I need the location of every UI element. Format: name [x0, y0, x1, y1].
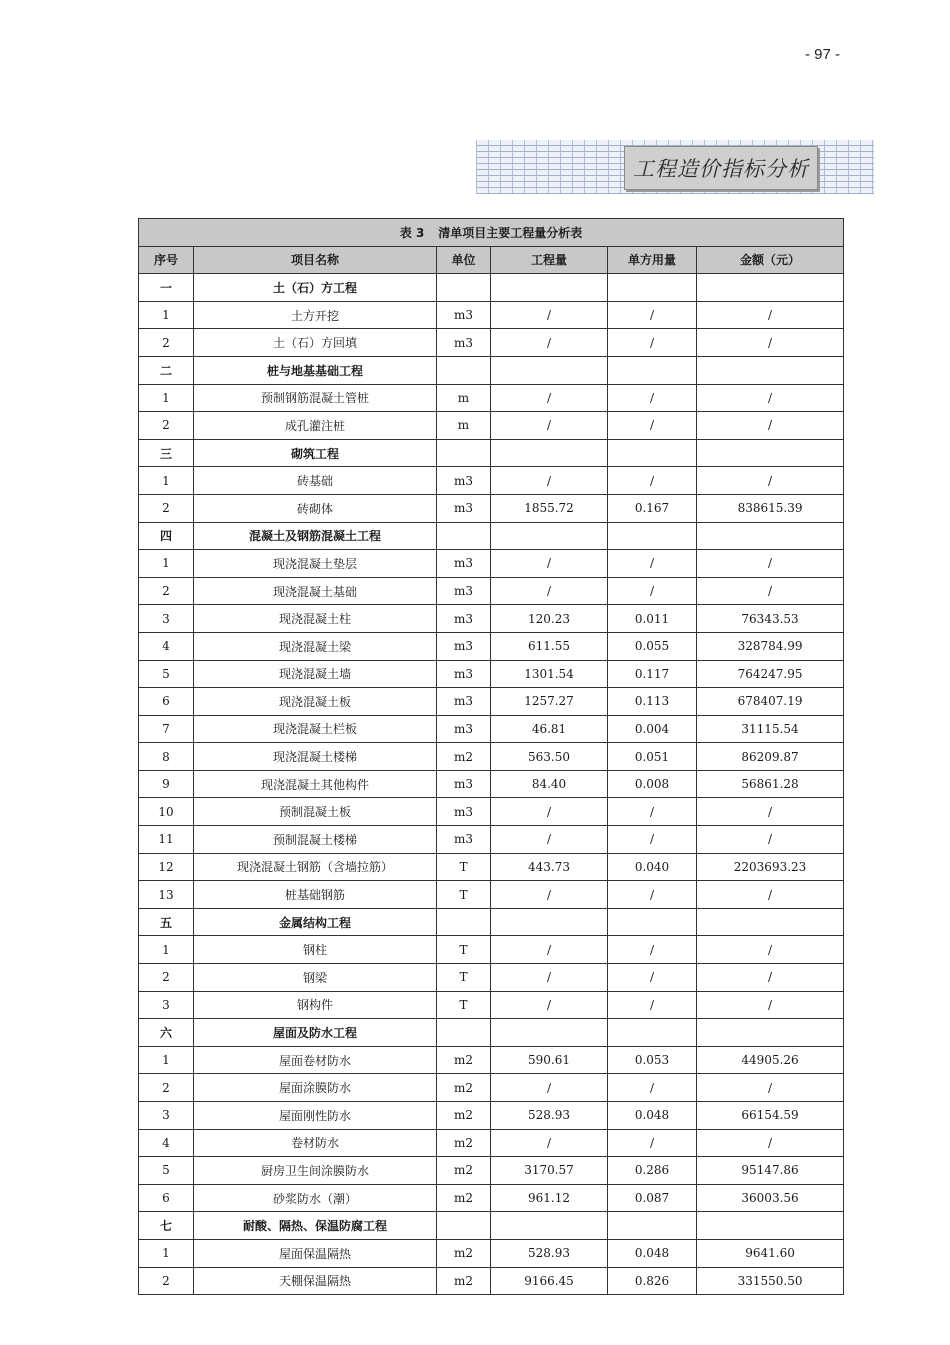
table-row	[139, 688, 844, 716]
row-per-sqm: /	[608, 881, 697, 909]
row-quantity: /	[491, 467, 608, 495]
empty-cell	[608, 908, 697, 936]
row-per-sqm: 0.053	[608, 1046, 697, 1074]
row-seq: 2	[139, 494, 194, 522]
table-row	[139, 467, 844, 495]
row-quantity: /	[491, 301, 608, 329]
row-seq: 3	[139, 605, 194, 633]
row-unit: m3	[437, 826, 491, 854]
row-per-sqm: /	[608, 964, 697, 992]
empty-cell	[437, 1212, 491, 1240]
row-quantity: /	[491, 384, 608, 412]
row-per-sqm: /	[608, 412, 697, 440]
row-per-sqm: 0.040	[608, 853, 697, 881]
empty-cell	[491, 356, 608, 384]
row-name: 砂浆防水（潮）	[194, 1184, 437, 1212]
empty-cell	[437, 356, 491, 384]
row-unit: T	[437, 964, 491, 992]
section-row	[139, 274, 844, 302]
section-seq: 三	[139, 439, 194, 467]
table-row	[139, 826, 844, 854]
section-title: 混凝土及钢筋混凝土工程	[194, 522, 437, 550]
table-row	[139, 881, 844, 909]
row-per-sqm: /	[608, 1074, 697, 1102]
table-header-row	[139, 246, 844, 274]
row-quantity: 1301.54	[491, 660, 608, 688]
row-name: 桩基础钢筋	[194, 881, 437, 909]
table-body	[139, 274, 844, 1295]
table-row	[139, 1046, 844, 1074]
table-row	[139, 1267, 844, 1295]
row-unit: m3	[437, 577, 491, 605]
row-seq: 1	[139, 550, 194, 578]
row-unit: m2	[437, 1102, 491, 1130]
row-amount: 95147.86	[697, 1157, 844, 1185]
row-name: 屋面刚性防水	[194, 1102, 437, 1130]
row-amount: 838615.39	[697, 494, 844, 522]
row-quantity: /	[491, 329, 608, 357]
row-seq: 1	[139, 1239, 194, 1267]
row-name: 钢柱	[194, 936, 437, 964]
section-title: 砌筑工程	[194, 439, 437, 467]
row-name: 天棚保温隔热	[194, 1267, 437, 1295]
empty-cell	[491, 908, 608, 936]
row-unit: m2	[437, 1157, 491, 1185]
row-seq: 5	[139, 660, 194, 688]
table-row	[139, 384, 844, 412]
row-seq: 4	[139, 1129, 194, 1157]
row-unit: m2	[437, 1046, 491, 1074]
row-unit: m2	[437, 1239, 491, 1267]
row-unit: T	[437, 881, 491, 909]
row-per-sqm: /	[608, 991, 697, 1019]
row-amount: 9641.60	[697, 1239, 844, 1267]
row-per-sqm: 0.826	[608, 1267, 697, 1295]
row-unit: m2	[437, 1267, 491, 1295]
row-name: 现浇混凝土垫层	[194, 550, 437, 578]
row-name: 钢构件	[194, 991, 437, 1019]
header-unit: 单位	[437, 246, 491, 274]
row-amount: 331550.50	[697, 1267, 844, 1295]
row-seq: 13	[139, 881, 194, 909]
row-unit: T	[437, 936, 491, 964]
row-quantity: /	[491, 936, 608, 964]
table-row	[139, 991, 844, 1019]
row-unit: m2	[437, 1074, 491, 1102]
table-row	[139, 1184, 844, 1212]
row-name: 土方开挖	[194, 301, 437, 329]
row-quantity: 563.50	[491, 743, 608, 771]
table-row	[139, 936, 844, 964]
row-unit: m3	[437, 494, 491, 522]
empty-cell	[608, 1212, 697, 1240]
section-row	[139, 356, 844, 384]
row-amount: /	[697, 384, 844, 412]
table-row	[139, 605, 844, 633]
row-name: 现浇混凝土其他构件	[194, 770, 437, 798]
header-seq: 序号	[139, 246, 194, 274]
row-seq: 1	[139, 936, 194, 964]
row-seq: 1	[139, 467, 194, 495]
empty-cell	[437, 522, 491, 550]
row-amount: 76343.53	[697, 605, 844, 633]
table-row	[139, 1157, 844, 1185]
row-name: 现浇混凝土板	[194, 688, 437, 716]
row-name: 现浇混凝土栏板	[194, 715, 437, 743]
section-seq: 五	[139, 908, 194, 936]
row-per-sqm: 0.087	[608, 1184, 697, 1212]
row-per-sqm: 0.167	[608, 494, 697, 522]
row-name: 预制混凝土楼梯	[194, 826, 437, 854]
table-row	[139, 301, 844, 329]
empty-cell	[697, 439, 844, 467]
table-caption	[139, 219, 844, 247]
row-name: 预制钢筋混凝土管桩	[194, 384, 437, 412]
section-seq: 一	[139, 274, 194, 302]
row-amount: 86209.87	[697, 743, 844, 771]
table-row	[139, 964, 844, 992]
table-row	[139, 1074, 844, 1102]
row-seq: 2	[139, 964, 194, 992]
empty-cell	[491, 1019, 608, 1047]
row-name: 现浇混凝土墙	[194, 660, 437, 688]
row-quantity: /	[491, 1129, 608, 1157]
row-name: 土（石）方回填	[194, 329, 437, 357]
row-per-sqm: 0.113	[608, 688, 697, 716]
row-name: 现浇混凝土柱	[194, 605, 437, 633]
row-name: 厨房卫生间涂膜防水	[194, 1157, 437, 1185]
row-name: 砖基础	[194, 467, 437, 495]
row-unit: m3	[437, 329, 491, 357]
row-unit: m3	[437, 798, 491, 826]
row-quantity: /	[491, 881, 608, 909]
row-name: 预制混凝土板	[194, 798, 437, 826]
empty-cell	[608, 522, 697, 550]
row-amount: /	[697, 936, 844, 964]
row-per-sqm: /	[608, 467, 697, 495]
empty-cell	[437, 274, 491, 302]
row-name: 屋面保温隔热	[194, 1239, 437, 1267]
table-row	[139, 770, 844, 798]
row-unit: m3	[437, 467, 491, 495]
row-amount: 44905.26	[697, 1046, 844, 1074]
row-amount: /	[697, 329, 844, 357]
row-seq: 1	[139, 301, 194, 329]
table-row	[139, 412, 844, 440]
row-per-sqm: /	[608, 826, 697, 854]
row-seq: 2	[139, 1267, 194, 1295]
row-per-sqm: 0.051	[608, 743, 697, 771]
row-quantity: /	[491, 991, 608, 1019]
row-seq: 12	[139, 853, 194, 881]
row-amount: 66154.59	[697, 1102, 844, 1130]
row-name: 成孔灌注桩	[194, 412, 437, 440]
row-unit: m	[437, 412, 491, 440]
row-unit: T	[437, 991, 491, 1019]
row-quantity: 84.40	[491, 770, 608, 798]
row-quantity: 961.12	[491, 1184, 608, 1212]
row-seq: 4	[139, 632, 194, 660]
section-title: 屋面及防水工程	[194, 1019, 437, 1047]
section-row	[139, 1212, 844, 1240]
empty-cell	[608, 439, 697, 467]
row-amount: /	[697, 412, 844, 440]
row-quantity: 9166.45	[491, 1267, 608, 1295]
row-name: 屋面涂膜防水	[194, 1074, 437, 1102]
row-unit: m3	[437, 715, 491, 743]
table-caption-title: 清单项目主要工程量分析表	[438, 225, 583, 240]
quantity-analysis-table	[138, 218, 844, 1295]
row-unit: m2	[437, 1129, 491, 1157]
row-quantity: 590.61	[491, 1046, 608, 1074]
row-name: 卷材防水	[194, 1129, 437, 1157]
row-per-sqm: /	[608, 301, 697, 329]
empty-cell	[491, 439, 608, 467]
row-seq: 1	[139, 1046, 194, 1074]
row-quantity: 120.23	[491, 605, 608, 633]
empty-cell	[491, 274, 608, 302]
empty-cell	[697, 356, 844, 384]
row-name: 现浇混凝土钢筋（含墙拉筋）	[194, 853, 437, 881]
table-row	[139, 1102, 844, 1130]
row-amount: /	[697, 881, 844, 909]
row-quantity: /	[491, 550, 608, 578]
row-seq: 9	[139, 770, 194, 798]
section-row	[139, 439, 844, 467]
row-unit: m2	[437, 743, 491, 771]
row-unit: m3	[437, 605, 491, 633]
row-name: 现浇混凝土基础	[194, 577, 437, 605]
section-title: 土（石）方工程	[194, 274, 437, 302]
section-row	[139, 908, 844, 936]
row-quantity: 611.55	[491, 632, 608, 660]
row-amount: /	[697, 301, 844, 329]
row-seq: 6	[139, 1184, 194, 1212]
row-quantity: 1855.72	[491, 494, 608, 522]
section-banner-title: 工程造价指标分析	[633, 157, 809, 181]
row-amount: /	[697, 550, 844, 578]
row-seq: 1	[139, 384, 194, 412]
row-amount: 31115.54	[697, 715, 844, 743]
page-number: - 97 -	[804, 46, 840, 63]
empty-cell	[437, 1019, 491, 1047]
table-row	[139, 632, 844, 660]
row-seq: 11	[139, 826, 194, 854]
row-unit: m3	[437, 770, 491, 798]
row-seq: 2	[139, 1074, 194, 1102]
header-amount: 金额（元）	[697, 246, 844, 274]
row-unit: m2	[437, 1184, 491, 1212]
row-amount: /	[697, 467, 844, 495]
row-amount: /	[697, 1074, 844, 1102]
row-per-sqm: /	[608, 329, 697, 357]
row-per-sqm: /	[608, 936, 697, 964]
empty-cell	[697, 274, 844, 302]
row-amount: /	[697, 991, 844, 1019]
row-quantity: 528.93	[491, 1102, 608, 1130]
row-quantity: /	[491, 826, 608, 854]
row-amount: 328784.99	[697, 632, 844, 660]
section-seq: 七	[139, 1212, 194, 1240]
table-row	[139, 743, 844, 771]
row-seq: 7	[139, 715, 194, 743]
row-per-sqm: /	[608, 550, 697, 578]
table-row	[139, 715, 844, 743]
section-title: 耐酸、隔热、保温防腐工程	[194, 1212, 437, 1240]
row-per-sqm: 0.117	[608, 660, 697, 688]
row-per-sqm: /	[608, 577, 697, 605]
row-quantity: 3170.57	[491, 1157, 608, 1185]
row-amount: /	[697, 577, 844, 605]
row-unit: T	[437, 853, 491, 881]
row-amount: 56861.28	[697, 770, 844, 798]
table-row	[139, 329, 844, 357]
table-row	[139, 577, 844, 605]
empty-cell	[697, 1212, 844, 1240]
empty-cell	[697, 522, 844, 550]
section-row	[139, 1019, 844, 1047]
row-seq: 2	[139, 329, 194, 357]
row-per-sqm: 0.008	[608, 770, 697, 798]
section-seq: 六	[139, 1019, 194, 1047]
row-seq: 3	[139, 991, 194, 1019]
row-unit: m3	[437, 550, 491, 578]
table-row	[139, 660, 844, 688]
row-per-sqm: 0.004	[608, 715, 697, 743]
row-quantity: /	[491, 1074, 608, 1102]
row-amount: 764247.95	[697, 660, 844, 688]
header-per-sqm: 单方用量	[608, 246, 697, 274]
row-unit: m3	[437, 660, 491, 688]
row-unit: m3	[437, 301, 491, 329]
empty-cell	[491, 1212, 608, 1240]
table-row	[139, 1129, 844, 1157]
row-per-sqm: 0.286	[608, 1157, 697, 1185]
row-seq: 2	[139, 412, 194, 440]
row-quantity: 528.93	[491, 1239, 608, 1267]
row-amount: 36003.56	[697, 1184, 844, 1212]
row-quantity: /	[491, 798, 608, 826]
row-name: 砖砌体	[194, 494, 437, 522]
row-per-sqm: 0.055	[608, 632, 697, 660]
row-per-sqm: /	[608, 798, 697, 826]
row-quantity: /	[491, 577, 608, 605]
row-amount: 678407.19	[697, 688, 844, 716]
row-quantity: /	[491, 412, 608, 440]
section-banner	[476, 140, 874, 194]
row-per-sqm: 0.048	[608, 1102, 697, 1130]
row-quantity: 1257.27	[491, 688, 608, 716]
header-quantity: 工程量	[491, 246, 608, 274]
row-seq: 10	[139, 798, 194, 826]
section-title: 桩与地基基础工程	[194, 356, 437, 384]
row-seq: 5	[139, 1157, 194, 1185]
table-row	[139, 798, 844, 826]
row-name: 钢梁	[194, 964, 437, 992]
row-amount: /	[697, 1129, 844, 1157]
section-row	[139, 522, 844, 550]
table-caption-label: 表 3	[399, 225, 425, 240]
row-name: 屋面卷材防水	[194, 1046, 437, 1074]
row-name: 现浇混凝土楼梯	[194, 743, 437, 771]
section-title: 金属结构工程	[194, 908, 437, 936]
row-unit: m3	[437, 632, 491, 660]
row-quantity: 443.73	[491, 853, 608, 881]
row-per-sqm: /	[608, 384, 697, 412]
row-name: 现浇混凝土梁	[194, 632, 437, 660]
table-row	[139, 853, 844, 881]
empty-cell	[608, 1019, 697, 1047]
row-seq: 6	[139, 688, 194, 716]
row-seq: 3	[139, 1102, 194, 1130]
section-seq: 四	[139, 522, 194, 550]
empty-cell	[608, 356, 697, 384]
row-amount: /	[697, 826, 844, 854]
row-amount: 2203693.23	[697, 853, 844, 881]
empty-cell	[608, 274, 697, 302]
row-quantity: /	[491, 964, 608, 992]
row-unit: m	[437, 384, 491, 412]
row-amount: /	[697, 798, 844, 826]
table-caption-row	[139, 219, 844, 247]
row-unit: m3	[437, 688, 491, 716]
row-quantity: 46.81	[491, 715, 608, 743]
row-per-sqm: 0.048	[608, 1239, 697, 1267]
table-row	[139, 550, 844, 578]
empty-cell	[491, 522, 608, 550]
empty-cell	[437, 439, 491, 467]
row-amount: /	[697, 964, 844, 992]
empty-cell	[697, 908, 844, 936]
header-name: 项目名称	[194, 246, 437, 274]
empty-cell	[697, 1019, 844, 1047]
empty-cell	[437, 908, 491, 936]
section-banner-label-box	[624, 146, 818, 190]
section-seq: 二	[139, 356, 194, 384]
row-seq: 2	[139, 577, 194, 605]
table-row	[139, 1239, 844, 1267]
row-per-sqm: 0.011	[608, 605, 697, 633]
row-seq: 8	[139, 743, 194, 771]
table-row	[139, 494, 844, 522]
row-per-sqm: /	[608, 1129, 697, 1157]
